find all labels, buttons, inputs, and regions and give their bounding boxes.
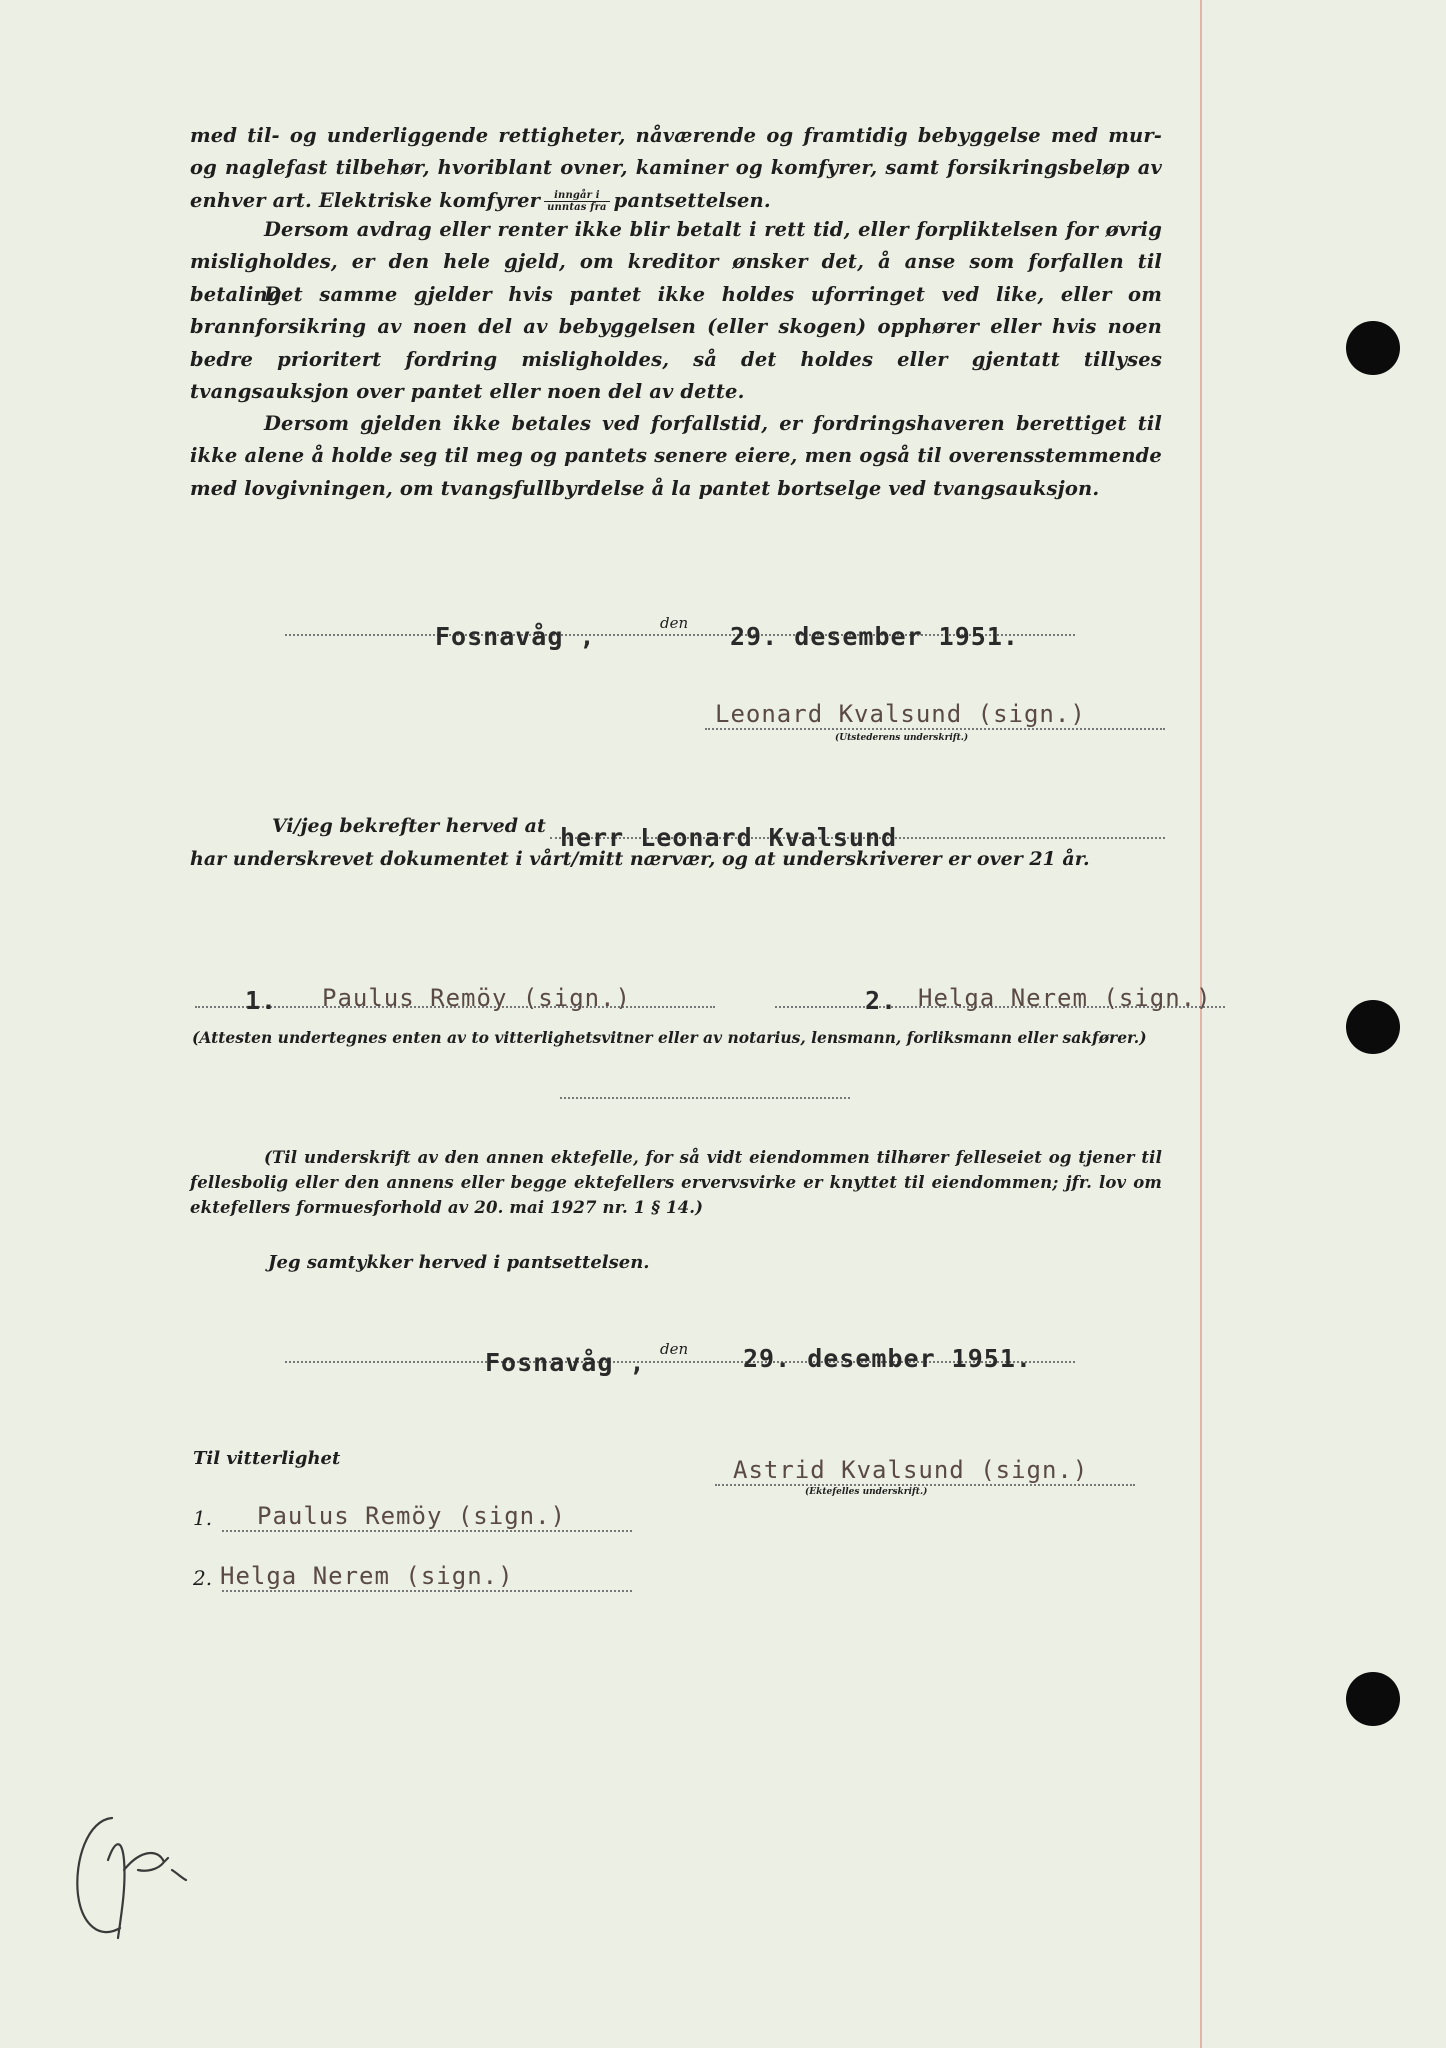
- issuer-signature-line: [705, 728, 1165, 730]
- issuer-signature: Leonard Kvalsund (sign.): [715, 700, 1086, 728]
- spouse-witness2-signature: Helga Nerem (sign.): [220, 1562, 514, 1590]
- spouse-signature: Astrid Kvalsund (sign.): [733, 1456, 1089, 1484]
- fraction-bottom: unntas fra: [547, 201, 607, 213]
- attest-note: (Attesten undertegnes enten av to vitterlighetsvitner eller av notarius, lensmann, forliksmann eller sakfører.): [192, 1028, 1147, 1047]
- witness2-number: 2.: [865, 986, 898, 1015]
- spouse-witness1-number: 1.: [193, 1506, 213, 1530]
- attest-intro: Vi/jeg bekrefter herved at: [272, 815, 546, 837]
- punch-hole-bottom: [1346, 1672, 1400, 1726]
- spouse-witness1-line: [222, 1530, 632, 1532]
- paragraph-rights-end: pantsettelsen.: [613, 188, 771, 212]
- witness2-signature: Helga Nerem (sign.): [918, 984, 1212, 1012]
- punch-hole-top: [1346, 321, 1400, 375]
- spouse-consent: Jeg samtykker herved i pantsettelsen.: [268, 1252, 650, 1273]
- witness-heading: Til vitterlighet: [193, 1448, 341, 1469]
- witness1-signature: Paulus Remöy (sign.): [322, 984, 631, 1012]
- margin-line: [1200, 0, 1202, 2048]
- fraction-inngar-unntas: [544, 190, 610, 213]
- fraction-top: inngår i: [544, 190, 610, 202]
- issue-date: 29. desember 1951.: [730, 622, 1019, 651]
- issue-den: den: [660, 614, 689, 632]
- paragraph-rights: [190, 120, 1162, 217]
- handwritten-initials: [60, 1800, 200, 1950]
- paragraph-rights-text: med til- og underliggende rettigheter, nåværende og framtidig bebyggelse med mur- og naglefast tilbehør, hvoriblant ovner, kaminer og komfyrer, samt forsikringsbeløp av enhver art. Elektriske komfyrer: [190, 124, 1162, 212]
- spouse-signature-caption: (Ektefelles underskrift.): [805, 1487, 928, 1497]
- spouse-den: den: [660, 1340, 689, 1358]
- attest-name: herr Leonard Kvalsund: [560, 823, 898, 852]
- issue-place: Fosnavåg ,: [435, 622, 596, 651]
- spouse-witness1-signature: Paulus Remöy (sign.): [257, 1502, 566, 1530]
- spouse-note: (Til underskrift av den annen ektefelle, for så vidt eiendommen tilhører felleseiet og tjener til fellesbolig eller den annens eller begge ektefellers ervervsvirke er knyttet til eiendommen; jfr. lov om ektefellers formuesforhold av 20. mai 1927 nr. 1 § 14.): [190, 1148, 1162, 1217]
- spouse-date: 29. desember 1951.: [743, 1344, 1032, 1373]
- witness1-number: 1.: [245, 986, 278, 1015]
- spouse-witness2-number: 2.: [193, 1566, 213, 1590]
- spouse-signature-line: [715, 1484, 1135, 1486]
- spouse-witness2-line: [222, 1590, 632, 1592]
- attest-statement: har underskrevet dokumentet i vårt/mitt nærvær, og at underskriverer er over 21 år.: [190, 848, 1090, 870]
- punch-hole-middle: [1346, 1000, 1400, 1054]
- paragraph-deterioration: Det samme gjelder hvis pantet ikke holdes uforringet ved like, eller om brannforsikring av noen del av bebyggelsen (eller skogen) opphører eller hvis noen bedre prioritert fordring misligholdes, så det holdes eller gjentatt tillyses tvangsauksjon over pantet eller noen del av dette.: [190, 283, 1162, 403]
- issuer-signature-caption: (Utstederens underskrift.): [835, 733, 969, 743]
- paragraph-forced-sale: Dersom gjelden ikke betales ved forfallstid, er fordringshaveren berettiget til ikke alene å holde seg til meg og pantets senere eiere, men også til overensstemmende med lovgivningen, om tvangsfullbyrdelse å la pantet bortselge ved tvangsauksjon.: [190, 412, 1162, 500]
- paragraph-default: Dersom avdrag eller renter ikke blir betalt i rett tid, eller forpliktelsen for øvrig misligholdes, er den hele gjeld, om kreditor ønsker det, å anse som forfallen til betaling.: [190, 218, 1162, 306]
- spouse-place: Fosnavåg ,: [485, 1348, 646, 1377]
- separator-line: [560, 1097, 850, 1099]
